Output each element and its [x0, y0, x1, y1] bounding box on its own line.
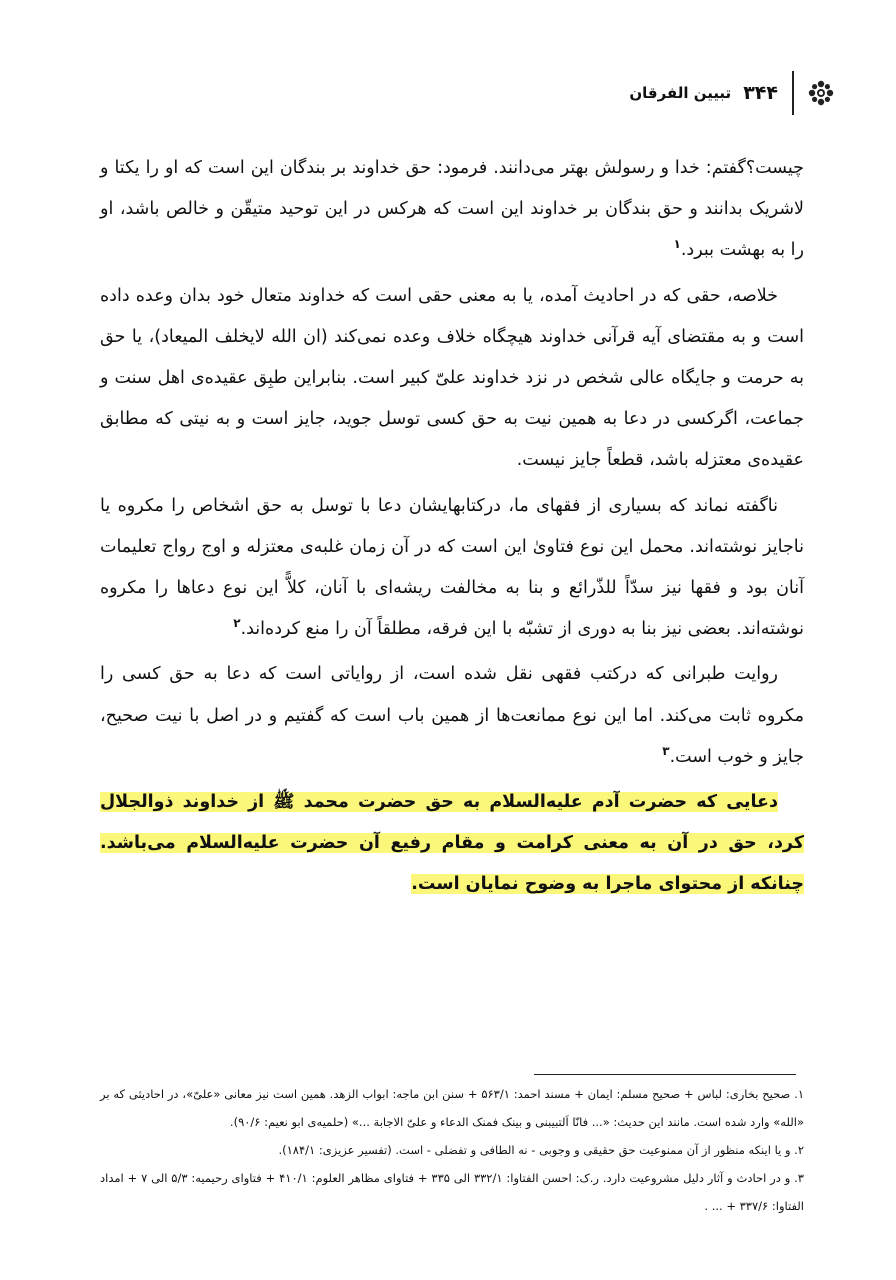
paragraph-text: چیست؟گفتم: خدا و رسولش بهتر می‌دانند. فرمود: حق خداوند بر بندگان این است که او را یکتا و لاشریک بدانند و حق بندگان بر خداوند این است که هرکس در این توحید متیقّن و خالص باشد، او را به بهشت ببرد. [100, 158, 804, 261]
main-text [100, 148, 804, 910]
footnote-item: ۳. و در احادث و آثار دلیل مشروعیت دارد. ر.ک: احسن الفتاوا: ۳۳۲/۱ الی ۳۳۵ + فتاوای مظاهر العلوم: ۴۱۰/۱ + فتاوای رحیمیه: ۵/۳ الی ۷ + امداد الفتاوا: ۳۳۷/۶ + ... . [100, 1171, 804, 1213]
paragraph-text: خلاصه، حقی که در احادیث آمده، یا به معنی حقی است که خداوند متعال خود بدان وعده داده است و به مقتضای آیه قرآنی خداوند هیچگاه خلاف وعده نمی‌کند (ان الله لایخلف المیعاد)، یا حق به حرمت و جایگاه عالی شخص در نزد خداوند علیّ کبیر است. بنابراین طبِق عقیده‌ی اهل سنت و جماعت، اگرکسی در دعا به همین نیت به حق کسی توسل جوید، جایز است و به نیتی که مطابق عقیده‌ی معتزله باشد، قطعاً جایز نیست. [100, 285, 804, 471]
footnote-separator [534, 1074, 796, 1075]
paragraph-text: روایت طبرانی که درکتب فقهی نقل شده است، از روایاتی است که دعا به حق کسی را مکروه ثابت می‌کند. اما این نوع ممانعت‌ها از همین باب است که گفتیم و در اصل با نیت صحیح، جایز و خوب است. [100, 664, 804, 767]
paragraph-text: ناگفته نماند که بسیاری از فقهای ما، درکتابهایشان دعا با توسل به حق اشخاص را مکروه یا ناجایز نوشته‌اند. محمل این نوع فتاویٰ این است که در آن زمان غلبه‌ی معتزله و اوج رواج تعلیمات آنان بود و فقها نیز سدّاً للذّرائع و بنا به مخالفت ریشه‌ای با آنان، کلاًّ این نوع دعاها را مکروه نوشته‌اند. بعضی نیز بنا به دوری از تشبّه با این فرقه، مطلقاً آن را منع کرده‌اند. [100, 495, 804, 640]
paragraph [100, 276, 804, 482]
footnotes [100, 1080, 804, 1220]
rosette-ornament-icon [808, 80, 834, 106]
paragraph [100, 654, 804, 778]
highlighted-paragraph [100, 782, 804, 906]
footnote-ref: ۳ [662, 744, 670, 759]
footnote-item: ۱. صحیح بخاری: لباس + صحیح مسلم: ایمان + مسند احمد: ۵۶۳/۱ + سنن ابن ماجه: ابواب الزهد. همین است نیز معانی «علیّ»، در احادیثی که بر «الله» وارد شده است. مانند این حدیث: «... فانّا اَلتبیبنی و بینک فمنک الدعاء و علیّ الاجابة ...» (حلمیه‌ی ابو نعیم: ۹۰/۶). [100, 1087, 804, 1129]
paragraph [100, 486, 804, 651]
header-divider [792, 71, 794, 115]
footnote-ref: ۲ [233, 616, 241, 631]
page-number: ۳۴۴ [743, 82, 778, 104]
paragraph [100, 148, 804, 272]
footnote-ref: ۱ [673, 237, 681, 252]
highlighted-text: دعایی که حضرت آدم علیه‌السلام به حق حضرت محمد ﷺ از خداوند ذوالجلال کرد، حق در آن به معنی کرامت و مقام رفیع آن حضرت علیه‌السلام می‌باشد. چنانکه از محتوای ماجرا به وضوح نمایان است. [100, 792, 804, 895]
book-title: تبیین الفرقان [629, 84, 732, 102]
running-header [629, 68, 834, 118]
footnote-item: ۲. و یا اینکه منظور از آن ممنوعیت حق حقیقی و وجوبی - نه الطافی و تفضلی - است. (تفسیر عزیزی: ۱۸۴/۱). [278, 1143, 804, 1157]
